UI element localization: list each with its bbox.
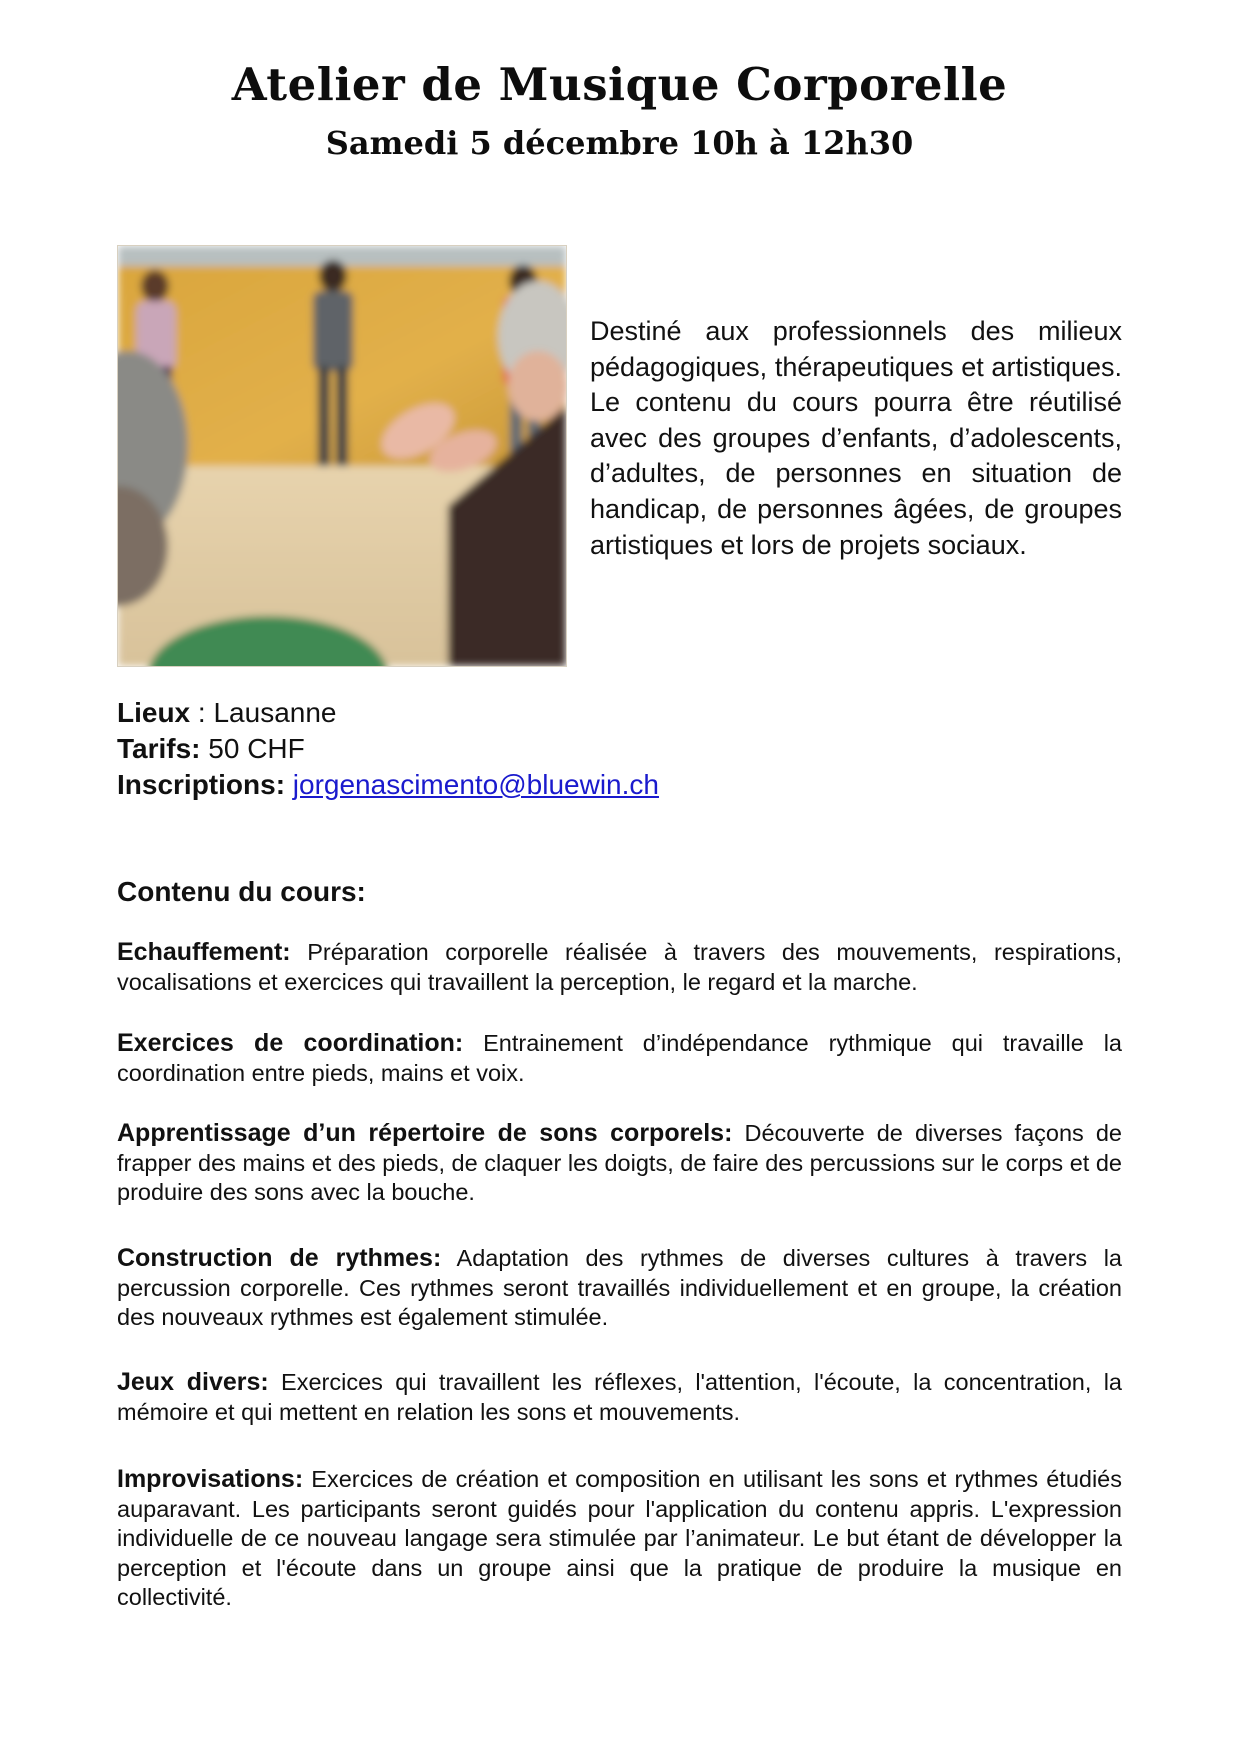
section-jeux	[117, 1368, 1122, 1427]
section-echauffement	[117, 938, 1122, 997]
section-term: Improvisations:	[117, 1465, 304, 1493]
location-separator: :	[190, 697, 214, 728]
workshop-photo-image	[118, 246, 566, 666]
price-row	[117, 731, 659, 767]
location-value: Lausanne	[213, 697, 337, 728]
section-text: Exercices qui travaillent les réflexes, l'attention, l'écoute, la concentration, la mémoire et qui mettent en relation les sons et mouvements.	[117, 1369, 1123, 1425]
section-term: Jeux divers:	[117, 1368, 269, 1396]
location-label: Lieux	[117, 697, 191, 728]
section-coordination	[117, 1029, 1122, 1088]
section-term: Apprentissage d’un répertoire de sons corporels:	[117, 1119, 733, 1147]
workshop-photo	[117, 245, 567, 667]
page-title: Atelier de Musique Corporelle	[231, 58, 1008, 111]
registration-label: Inscriptions:	[117, 769, 286, 800]
content-heading: Contenu du cours:	[117, 876, 366, 907]
section-rythmes	[117, 1244, 1122, 1333]
price-label: Tarifs:	[117, 733, 201, 764]
price-value: 50 CHF	[200, 733, 305, 764]
registration-row	[117, 767, 659, 803]
section-text: Découverte de diverses façons de frapper des mains et des pieds, de claquer les doigts, de faire des percussions sur le corps et de produire des sons avec la bouche.	[117, 1120, 1123, 1205]
section-text: Préparation corporelle réalisée à travers des mouvements, respirations, vocalisations et exercices qui travaillent la perception, le regard et la marche.	[117, 939, 1122, 995]
section-repertoire	[117, 1119, 1122, 1208]
section-term: Construction de rythmes:	[117, 1244, 442, 1272]
section-text: Exercices de création et composition en utilisant les sons et rythmes étudiés auparavant. Les participants seront guidés pour l'application du contenu appris. L'expression individuelle de ce nouveau langage sera stimulée par l’animateur. Le but étant de développer la perception et l'écoute dans un groupe ainsi que la pratique de produire la musique en collectivité.	[117, 1466, 1122, 1610]
section-text: Entrainement d’indépendance rythmique qui travaille la coordination entre pieds, mains et voix.	[117, 1030, 1122, 1086]
section-improvisations	[117, 1465, 1122, 1613]
intro-paragraph: Destiné aux professionnels des milieux pédagogiques, thérapeutiques et artistiques. Le contenu du cours pourra être réutilisé avec des groupes d’enfants, d’adolescents, d’adultes, de personnes en situation de handicap, de personnes âgées, de groupes artistiques et lors de projets sociaux.	[590, 316, 1122, 560]
location-row	[117, 695, 659, 731]
section-text: Adaptation des rythmes de diverses cultures à travers la percussion corporelle. Ces rythmes seront travaillés individuellement et en groupe, la création des nouveaux rythmes est également stimulée.	[117, 1245, 1123, 1330]
event-date: Samedi 5 décembre 10h à 12h30	[325, 124, 914, 162]
registration-email-link[interactable]: jorgenascimento@bluewin.ch	[292, 769, 659, 800]
section-term: Exercices de coordination:	[117, 1029, 464, 1057]
section-term: Echauffement:	[117, 938, 291, 966]
event-info	[117, 695, 659, 803]
